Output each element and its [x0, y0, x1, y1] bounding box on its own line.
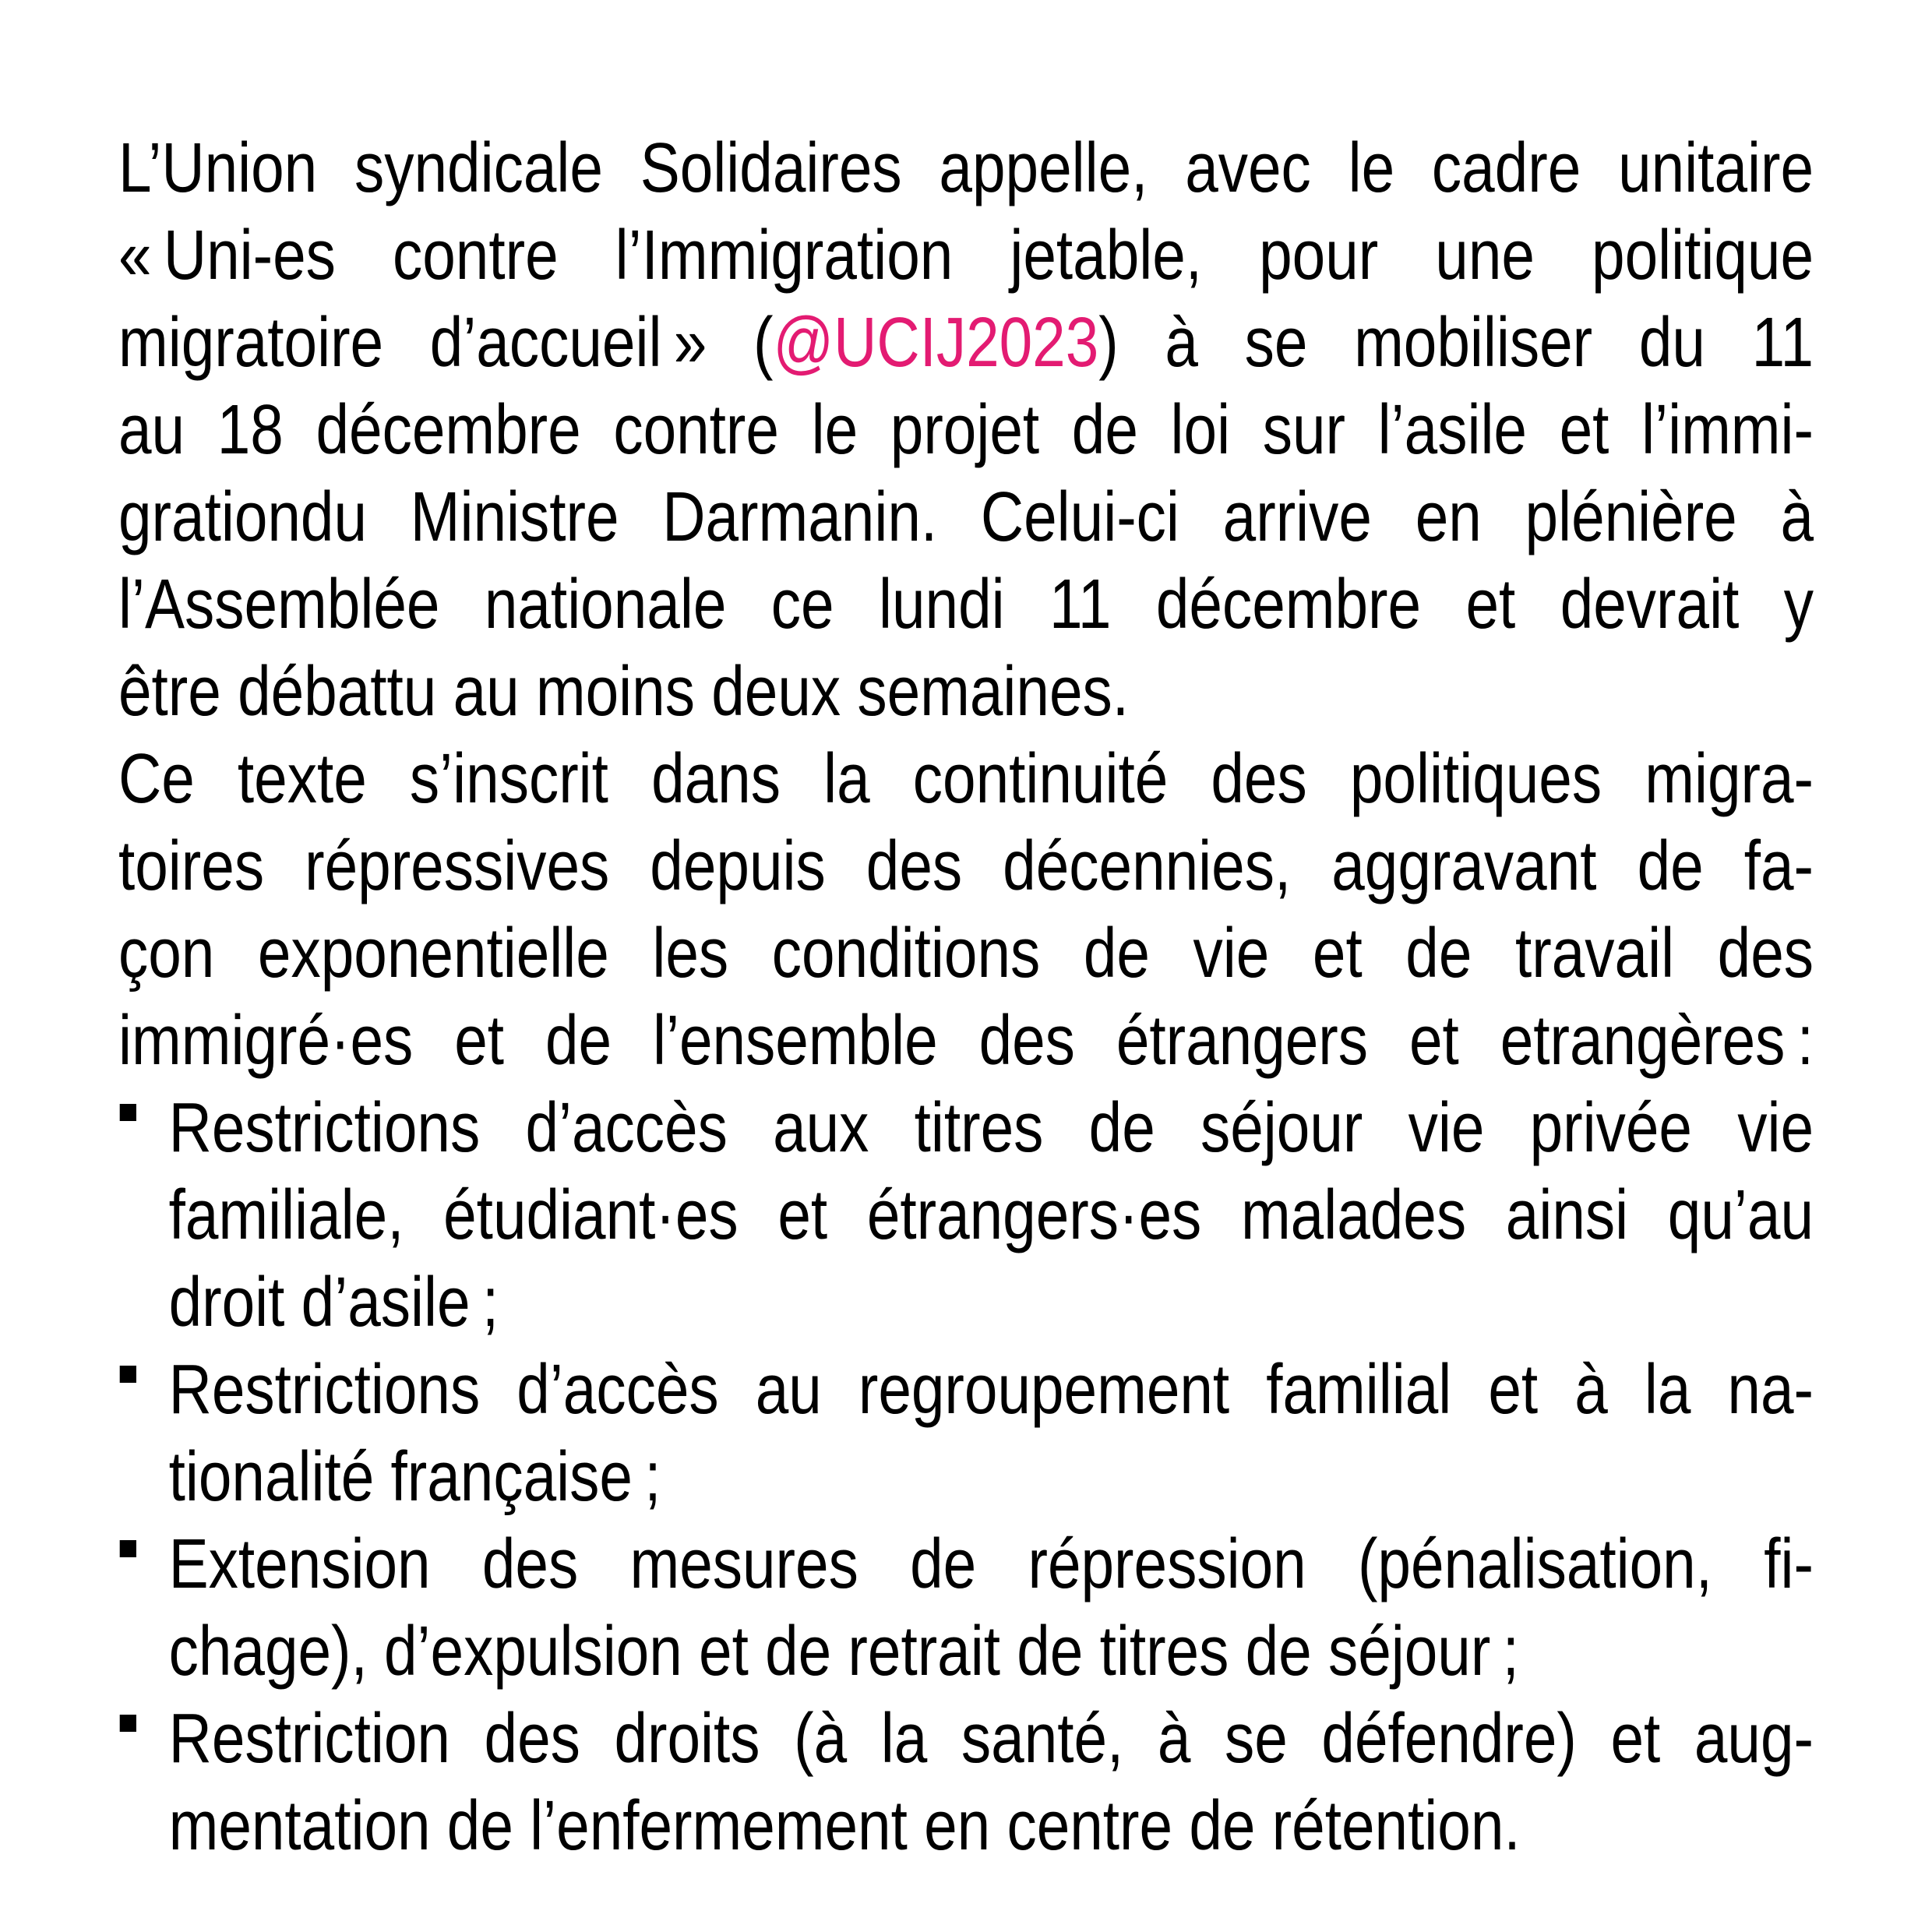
- text-run: migratoire d’accueil » (: [118, 304, 774, 382]
- text-run: chage), d’expulsion et de retrait de titres de séjour ;: [168, 1613, 1519, 1690]
- text-line: [118, 212, 1814, 299]
- text-run: ) à se mobiliser du 11: [1098, 304, 1814, 382]
- text-line: [169, 1084, 1814, 1172]
- text-line: [118, 299, 1814, 386]
- bullet-square-icon: [120, 1104, 136, 1121]
- communique-text: [118, 125, 1814, 1870]
- ucij2023-link[interactable]: @UCIJ2023: [773, 304, 1099, 382]
- paragraph: [118, 735, 1814, 1084]
- text-run: çon exponentielle les conditions de vie et de travail des: [118, 915, 1814, 992]
- text-run: Restrictions d’accès aux titres de séjour vie privée vie: [168, 1089, 1814, 1167]
- text-line: [169, 1782, 1814, 1870]
- text-line: [118, 561, 1814, 648]
- text-line: [169, 1695, 1814, 1782]
- text-line: [118, 386, 1814, 474]
- text-run: tionalité française ;: [168, 1438, 661, 1516]
- text-run: L’Union syndicale Solidaires appelle, avec le cadre unitaire: [118, 129, 1814, 207]
- bullet-square-icon: [120, 1715, 136, 1732]
- bullet-item: [118, 1695, 1814, 1870]
- bullet-item: [118, 1084, 1814, 1346]
- text-run: être débattu au moins deux semaines.: [118, 653, 1130, 731]
- text-run: au 18 décembre contre le projet de loi sur l’asile et l’immi-: [118, 391, 1814, 469]
- bullet-square-icon: [120, 1540, 136, 1557]
- text-line: [118, 648, 1814, 735]
- text-run: familiale, étudiant·es et étrangers·es malades ainsi qu’au: [168, 1176, 1814, 1254]
- text-run: immigré·es et de l’ensemble des étrangers et etrangères :: [118, 1002, 1814, 1080]
- text-line: [169, 1433, 1814, 1521]
- text-line: [169, 1608, 1814, 1695]
- text-run: Restrictions d’accès au regroupement familial et à la na-: [168, 1351, 1814, 1429]
- paragraph: [118, 125, 1814, 735]
- text-line: [169, 1521, 1814, 1608]
- text-line: [118, 997, 1814, 1084]
- bullet-item: [118, 1346, 1814, 1521]
- text-run: Ce texte s’inscrit dans la continuité des politiques migra-: [118, 740, 1814, 818]
- text-run: mentation de l’enfermement en centre de rétention.: [168, 1787, 1521, 1865]
- text-line: [118, 823, 1814, 910]
- text-line: [118, 125, 1814, 212]
- bullet-square-icon: [120, 1366, 136, 1383]
- text-run: toires répressives depuis des décennies, aggravant de fa-: [118, 827, 1814, 905]
- text-line: [169, 1259, 1814, 1346]
- text-run: Restriction des droits (à la santé, à se défendre) et aug-: [168, 1700, 1814, 1778]
- text-run: droit d’asile ;: [168, 1264, 499, 1341]
- text-line: [118, 735, 1814, 823]
- text-run: grationdu Ministre Darmanin. Celui-ci arrive en plénière à: [118, 478, 1814, 556]
- text-line: [118, 474, 1814, 561]
- text-run: l’Assemblée nationale ce lundi 11 décembre et devrait y: [118, 566, 1814, 643]
- bullet-item: [118, 1521, 1814, 1695]
- text-line: [118, 910, 1814, 997]
- text-line: [169, 1346, 1814, 1433]
- text-run: Extension des mesures de répression (pénalisation, fi-: [168, 1525, 1814, 1603]
- text-line: [169, 1172, 1814, 1259]
- text-run: « Uni-es contre l’Immigration jetable, pour une politique: [118, 217, 1814, 294]
